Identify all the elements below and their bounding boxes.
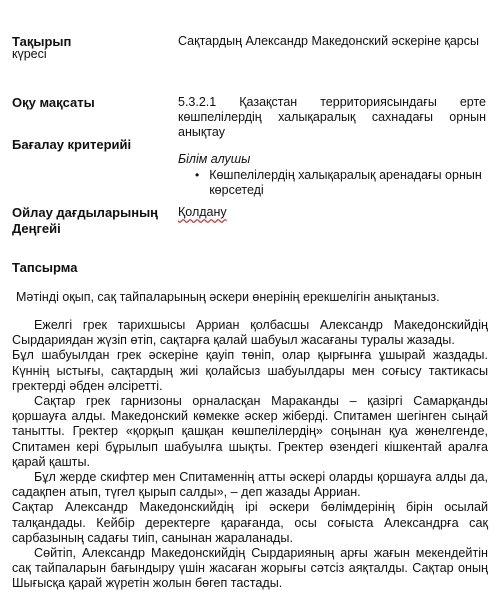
topic-value-continued: күресі [12, 47, 47, 61]
paragraph-4: Бұл жерде скифтер мен Спитаменнің атты әскері оларды қоршауға алды да, садақпен атып, түгел қырып салды», – деп жазады Арриан. [12, 470, 488, 500]
paragraph-5: Сақтар Александр Македонскийдің ірі әскери бөлімдерінің бірін осылай талқандады. Кейбір деректерге қарағанда, осы соғыста Александрға сақ сарбазының садағы тиіп, санынан жараланады. [12, 500, 488, 545]
topic-label: Тақырып [12, 34, 72, 49]
paragraph-6: Сөйтіп, Александр Македонскийдің Сырдарияның арғы жағын мекендейтін сақ тайпаларын бағындыру үшін жасаған жорығы сәтсіз аяқталды. Сақтар оның Шығысқа қарай жүретін жолын бөгеп тастады. [12, 546, 488, 591]
objective-value: 5.3.2.1 Қазақстан территориясындағы ерте көшпелілердің халықаралық сахнадағы орнын анықтау [178, 95, 486, 139]
criteria-label: Бағалау критерийі [12, 137, 132, 152]
objective-label: Оқу мақсаты [12, 95, 95, 110]
bullet-icon: • [195, 168, 200, 182]
paragraph-3: Сақтар грек гарнизоны орналасқан Мараканды – қазіргі Самарқанды қоршауға алды. Македонский көмекке әскер жіберді. Спитамен шегінген сыңай танытты. Гректер «қорқып қашқан көшпелілердің» соңынан қуа жөнелгенде, Спитамен кері бұрылып шабуылға шықты. Гректер өзендегі кішкентай аралға қарай қашты. [12, 394, 488, 469]
paragraph-2: Бұл шабуылдан грек әскеріне қауіп төніп, олар қырғынға ұшырай жаздады. Күннің ыстығы, сақтардың жиі қолайсыз шабуылдары мен соғысу тактикасы гректерді әбден әлсіретті. [12, 348, 488, 393]
criteria-item-text: Көшпелілердің халықаралық аренадағы орнын көрсетеді [209, 168, 482, 197]
task-title: Тапсырма [12, 260, 78, 275]
paragraph-1: Ежелгі грек тарихшысы Арриан қолбасшы Александр Македонскийдің Сырдариядан жүзіп өтіп, сақтарға қалай шабуыл жасағаны туралы жазады. [12, 318, 488, 348]
thinking-label: Ойлау дағдыларының Деңгейі [12, 205, 159, 236]
task-instruction: Мәтінді оқып, сақ тайпаларының әскери өнерінің ерекшелігін анықтаныз. [16, 290, 440, 304]
thinking-value: Қолдану [178, 205, 227, 219]
criteria-intro: Білім алушы [178, 152, 251, 166]
reading-text [12, 318, 488, 592]
topic-value: Сақтардың Александр Македонский әскеріне қарсы [178, 34, 479, 48]
criteria-bullet-item [195, 168, 488, 198]
